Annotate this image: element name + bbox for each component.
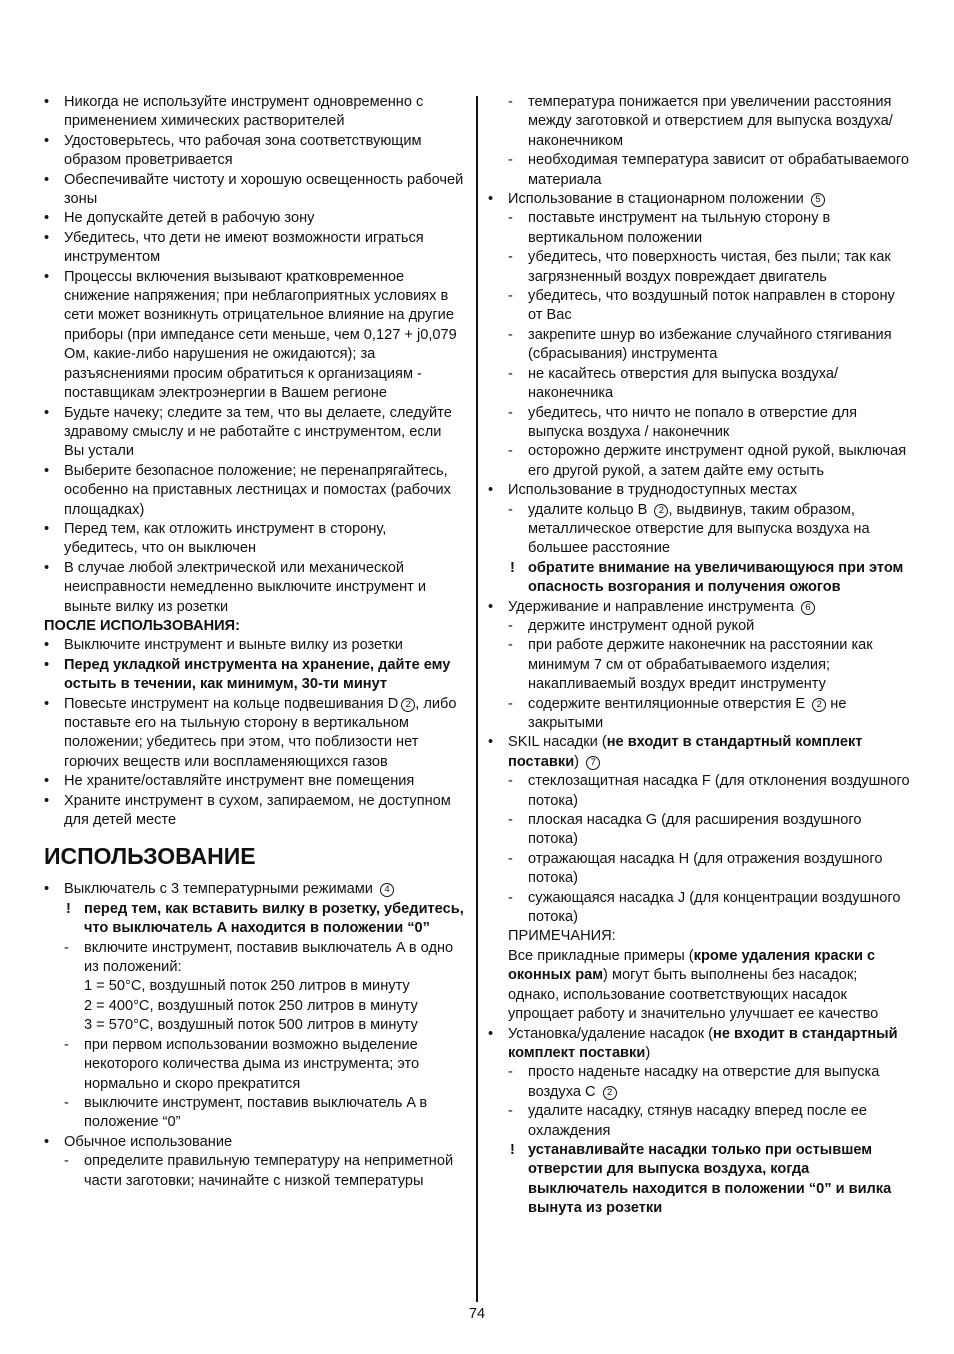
dash-item xyxy=(488,501,912,559)
dash-item: - выключите инструмент, поставив выключатель A в положение “0” xyxy=(44,1094,464,1133)
list-item xyxy=(44,880,464,899)
dash-item: - поставьте инструмент на тыльную сторону в вертикальном положении xyxy=(488,209,912,248)
figure-ref: 6 xyxy=(801,601,815,615)
warning-item: ! устанавливайте насадки только при остывшем отверстии для выпуска воздуха, когда выключатель находится в положении “0” и вилка вынута из розетки xyxy=(488,1141,912,1219)
item-text: Выключатель с 3 температурными режимами xyxy=(64,881,373,898)
warning-item: ! обратите внимание на увеличивающуюся при этом опасность возгорания и получения ожогов xyxy=(488,559,912,598)
item-text: ) xyxy=(645,1044,651,1061)
figure-ref: 2 xyxy=(603,1086,617,1100)
list-item: • Процессы включения вызывают кратковременное снижение напряжения; при неблагоприятных условиях в сети может возникнуть отрицательное влияние на другие приборы (при импедансе сети меньше, чем 0,127 + j0,079 Ом, какие-либо нарушения не ожидаются); за разъяснениями просим обратиться к организациям - поставщикам электроэнергии в Вашем регионе xyxy=(44,268,464,404)
dash-item: - стеклозащитная насадка F (для отклонения воздушного потока) xyxy=(488,772,912,811)
dash-item: - осторожно держите инструмент одной рукой, выключая его другой рукой, а затем дайте ему остыть xyxy=(488,442,912,481)
item-text: Все прикладные примеры ( xyxy=(508,947,694,964)
list-item: • Храните инструмент в сухом, запираемом, не доступном для детей месте xyxy=(44,792,464,831)
list-item xyxy=(488,733,912,772)
notes-text xyxy=(488,947,912,1025)
list-item: • Выключите инструмент и выньте вилку из розетки xyxy=(44,636,464,655)
item-text: не закрытыми xyxy=(528,695,847,731)
dash-item: - убедитесь, что воздушный поток направлен в сторону от Вас xyxy=(488,287,912,326)
setting-line: 1 = 50°C, воздушный поток 250 литров в минуту xyxy=(84,978,410,995)
dash-item: - не касайтесь отверстия для выпуска воздуха/ наконечника xyxy=(488,365,912,404)
list-item: • Перед тем, как отложить инструмент в сторону, убедитесь, что он выключен xyxy=(44,520,464,559)
list-item xyxy=(488,190,912,209)
notes-label: ПРИМЕЧАНИЯ: xyxy=(508,928,616,945)
dash-item: - при работе держите наконечник на расстоянии как минимум 7 см от обрабатываемого изделия; накапливаемый воздух вредит инструменту xyxy=(488,636,912,694)
left-column xyxy=(44,93,464,1191)
item-text: , выдвинув, таким образом, металлическое отверстие для выпуска воздуха на большее расстояние xyxy=(528,501,870,557)
dash-item: - убедитесь, что поверхность чистая, без пыли; так как загрязненный воздух повреждает двигатель xyxy=(488,248,912,287)
figure-ref: 2 xyxy=(401,698,415,712)
list-item: • Убедитесь, что дети не имеют возможности играться инструментом xyxy=(44,229,464,268)
dash-item: - температура понижается при увеличении расстояния между заготовкой и отверстием для выпуска воздуха/наконечником xyxy=(488,93,912,151)
dash-item: - держите инструмент одной рукой xyxy=(488,617,912,636)
list-item: • Удостоверьтесь, что рабочая зона соответствующим образом проветривается xyxy=(44,132,464,171)
item-text: просто наденьте насадку на отверстие для выпуска воздуха C xyxy=(528,1064,880,1100)
figure-ref: 7 xyxy=(586,756,600,770)
item-text: удалите кольцо B xyxy=(528,501,648,518)
item-text-bold: кроме удаления краски с оконных рам xyxy=(508,947,876,984)
figure-ref: 2 xyxy=(654,504,668,518)
setting-line: 3 = 570°C, воздушный поток 500 литров в минуту xyxy=(84,1017,418,1034)
dash-item: - определите правильную температуру на неприметной части заготовки; начинайте с низкой температуры xyxy=(44,1152,464,1191)
list-item: • Никогда не используйте инструмент одновременно с применением химических растворителей xyxy=(44,93,464,132)
dash-item: - необходимая температура зависит от обрабатываемого материала xyxy=(488,151,912,190)
list-item: • Не храните/оставляйте инструмент вне помещения xyxy=(44,772,464,791)
list-item: • Использование в труднодоступных местах xyxy=(488,481,912,500)
item-text: , либо поставьте его на тыльную сторону в вертикальном положении; убедитесь при этом, что поблизости нет горючих веществ или воспламеняющихся газов xyxy=(64,695,457,770)
list-item: • Перед укладкой инструмента на хранение, дайте ему остыть в течении, как минимум, 30-ти минут xyxy=(44,656,464,695)
item-text: Повесьте инструмент на кольце подвешивания D xyxy=(64,695,399,712)
column-divider xyxy=(476,96,478,1302)
list-item: • Не допускайте детей в рабочую зону xyxy=(44,209,464,228)
figure-ref: 2 xyxy=(812,698,826,712)
dash-item: - убедитесь, что ничто не попало в отверстие для выпуска воздуха / наконечник xyxy=(488,404,912,443)
dash-item: - включите инструмент, поставив выключатель A в одно из положений: xyxy=(44,939,464,978)
dash-item: - отражающая насадка H (для отражения воздушного потока) xyxy=(488,850,912,889)
dash-item xyxy=(488,695,912,734)
item-text: ) xyxy=(574,753,580,770)
item-text: содержите вентиляционные отверстия E xyxy=(528,695,806,712)
figure-ref: 4 xyxy=(380,883,394,897)
list-item: • Обычное использование xyxy=(44,1133,464,1152)
after-use-heading: ПОСЛЕ ИСПОЛЬЗОВАНИЯ: xyxy=(44,617,240,634)
item-text: Использование в стационарном положении xyxy=(508,191,804,208)
dash-item: - закрепите шнур во избежание случайного стягивания (сбрасывания) инструмента xyxy=(488,326,912,365)
figure-ref: 5 xyxy=(811,193,825,207)
right-column xyxy=(488,93,912,1219)
list-item: • В случае любой электрической или механической неисправности немедленно выключите инструмент и выньте вилку из розетки xyxy=(44,559,464,617)
dash-item: - плоская насадка G (для расширения воздушного потока) xyxy=(488,811,912,850)
list-item: • Выберите безопасное положение; не перенапрягайтесь, особенно на приставных лестницах и помостах (рабочих площадках) xyxy=(44,462,464,520)
page-number: 74 xyxy=(468,1306,486,1322)
list-item xyxy=(488,1025,912,1064)
dash-item: - удалите насадку, стянув насадку вперед после ее охлаждения xyxy=(488,1102,912,1141)
dash-item xyxy=(488,1063,912,1102)
item-text: SKIL насадки ( xyxy=(508,734,607,751)
list-item: • Обеспечивайте чистоту и хорошую освещенность рабочей зоны xyxy=(44,171,464,210)
list-item: • Будьте начеку; следите за тем, что вы делаете, следуйте здравому смыслу и не работайте с инструментом, если Вы устали xyxy=(44,404,464,462)
item-text-bold: не входит в стандартный комплект поставки xyxy=(508,734,863,770)
dash-item: - при первом использовании возможно выделение некоторого количества дыма из инструмента; это нормально и скоро прекратится xyxy=(44,1036,464,1094)
list-item xyxy=(488,598,912,617)
item-text-bold: не входит в стандартный комплект поставки xyxy=(508,1025,898,1061)
item-text: Удерживание и направление инструмента xyxy=(508,598,794,615)
section-title: ИСПОЛЬЗОВАНИЕ xyxy=(44,843,256,870)
item-text: ) могут быть выполнены без насадок; однако, использование соответствующих насадок упрощает работу и значительно улучшает ее качество xyxy=(508,967,879,1023)
item-text: Установка/удаление насадок ( xyxy=(508,1025,714,1042)
dash-item: - сужающаяся насадка J (для концентрации воздушного потока) xyxy=(488,889,912,928)
list-item xyxy=(44,695,464,773)
warning-item: ! перед тем, как вставить вилку в розетку, убедитесь, что выключатель A находится в положении “0” xyxy=(44,900,464,939)
setting-line: 2 = 400°C, воздушный поток 250 литров в минуту xyxy=(84,997,418,1014)
